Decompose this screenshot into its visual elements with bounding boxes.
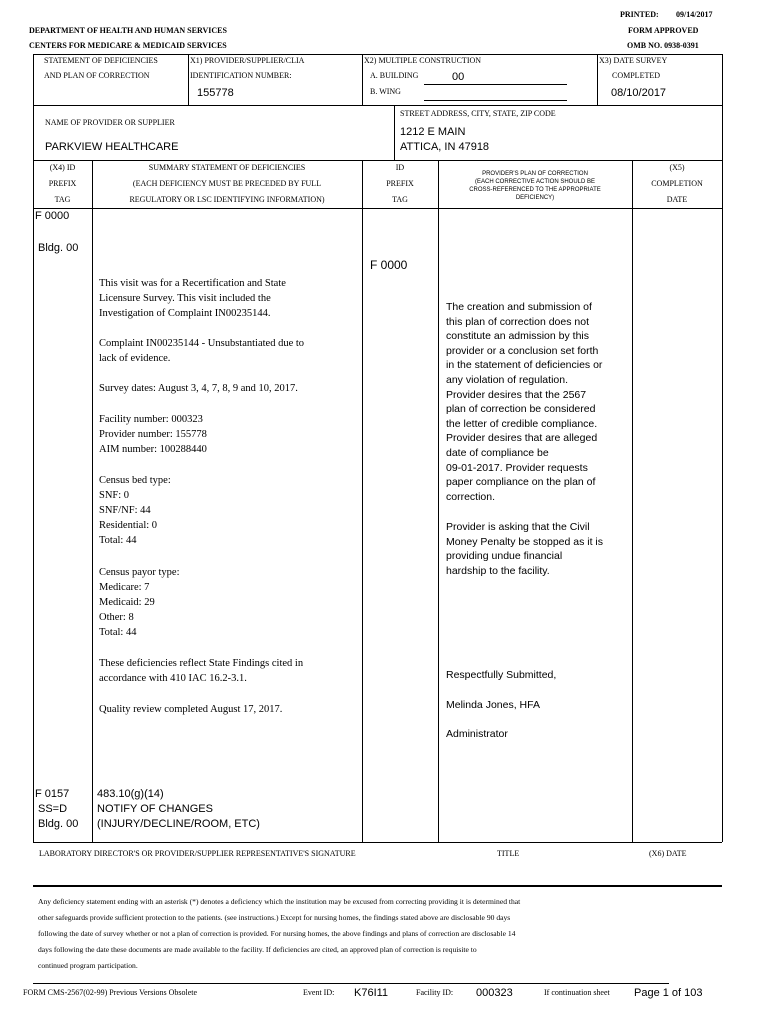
rule xyxy=(33,54,34,842)
building-value: 00 xyxy=(452,71,465,83)
rule xyxy=(33,885,722,887)
summary-paragraph xyxy=(99,565,357,640)
wing-label: B. WING xyxy=(370,87,401,96)
col-id-header: PREFIX xyxy=(386,179,414,188)
x3-label: COMPLETED xyxy=(612,71,660,80)
text-line: 09-01-2017. Provider requests xyxy=(446,461,588,474)
text-line: other safeguards provide sufficient protection to the patients. (see instructions.) Except for nursing homes, the findings stated above are disclosable 90 days xyxy=(38,913,511,922)
scope-severity: SS=D xyxy=(38,803,68,815)
text-line: days following the date these documents are made available to the facility. If deficiencies are cited, an approved plan of correction is requisite to xyxy=(38,945,477,954)
building-tag: Bldg. 00 xyxy=(38,242,79,254)
text-line: constitute an admission by this xyxy=(446,330,589,343)
text-line: this plan of correction does not xyxy=(446,315,590,328)
text-line: Quality review completed August 17, 2017. xyxy=(99,704,283,715)
rule xyxy=(33,983,669,984)
text-line: Total: 44 xyxy=(99,627,137,638)
statement-label: AND PLAN OF CORRECTION xyxy=(44,71,150,80)
text-line: These deficiencies reflect State Findings cited in xyxy=(99,658,304,669)
rule xyxy=(33,160,722,161)
text-line: providing undue financial xyxy=(446,550,563,563)
rule xyxy=(362,160,363,842)
x1-label: X1) PROVIDER/SUPPLIER/CLIA xyxy=(190,56,305,65)
printed-date: 09/14/2017 xyxy=(676,10,713,19)
rule xyxy=(424,84,567,85)
text-line: Total: 44 xyxy=(99,535,137,546)
col-x5-header: (X5) xyxy=(669,163,685,172)
summary-paragraph xyxy=(99,336,357,366)
x1-label: IDENTIFICATION NUMBER: xyxy=(190,71,292,80)
col-x4-header: PREFIX xyxy=(48,179,77,188)
col-id-header: ID xyxy=(395,163,405,172)
col-plan-header: (EACH CORRECTIVE ACTION SHOULD BE xyxy=(474,179,596,185)
text-line: SNF: 0 xyxy=(99,490,130,501)
signature-label: LABORATORY DIRECTOR'S OR PROVIDER/SUPPLIER REPRESENTATIVE'S SIGNATURE xyxy=(39,849,356,858)
text-line: correction. xyxy=(446,490,496,503)
col-x4-header: TAG xyxy=(54,195,71,204)
rule xyxy=(33,105,722,106)
address-label: STREET ADDRESS, CITY, STATE, ZIP CODE xyxy=(400,109,556,118)
text-line: Census bed type: xyxy=(99,475,171,486)
col-x4-header: (X4) ID xyxy=(49,163,76,172)
summary-paragraph xyxy=(99,412,357,457)
col-plan-header: DEFICIENCY) xyxy=(515,195,555,201)
survey-date-value: 08/10/2017 xyxy=(611,87,667,99)
text-line: Facility number: 000323 xyxy=(99,414,203,425)
rule xyxy=(424,100,567,101)
text-line: Provider number: 155778 xyxy=(99,429,207,440)
col-id-header: TAG xyxy=(392,195,408,204)
x3-label: X3) DATE SURVEY xyxy=(599,56,668,65)
rule xyxy=(92,160,93,842)
regulation-subtitle: (INJURY/DECLINE/ROOM, ETC) xyxy=(97,818,260,830)
rule xyxy=(632,160,633,842)
col-x5-header: COMPLETION xyxy=(651,179,703,188)
text-line: the letter of credible compliance. xyxy=(446,417,598,430)
text-line: Provider is asking that the Civil xyxy=(446,521,590,533)
text-line: continued program participation. xyxy=(38,961,138,970)
date-label: (X6) DATE xyxy=(649,849,687,858)
text-line: Money Penalty be stopped as it is xyxy=(446,535,604,548)
plan-paragraph xyxy=(446,300,602,504)
signer-title: Administrator xyxy=(446,728,508,740)
prefix-tag: F 0157 xyxy=(35,788,70,800)
text-line: Census payor type: xyxy=(99,567,180,578)
summary-paragraph xyxy=(99,276,357,321)
title-label: TITLE xyxy=(497,849,520,858)
col-plan-header: PROVIDER'S PLAN OF CORRECTION xyxy=(482,171,588,177)
rule xyxy=(33,54,722,55)
statement-label: STATEMENT OF DEFICIENCIES xyxy=(44,56,158,65)
text-line: Any deficiency statement ending with an asterisk (*) denotes a deficiency which the institution may be excused from correcting providing it is determined that xyxy=(38,897,521,906)
text-line: Licensure Survey. This visit included the xyxy=(99,293,271,304)
text-line: paper compliance on the plan of xyxy=(446,476,596,489)
building-tag: Bldg. 00 xyxy=(38,818,79,830)
text-line: Residential: 0 xyxy=(99,520,158,531)
printed-label: PRINTED: xyxy=(620,10,659,19)
text-line: Survey dates: August 3, 4, 7, 8, 9 and 10, 2017. xyxy=(99,383,298,394)
col-summary-header: REGULATORY OR LSC IDENTIFYING INFORMATION) xyxy=(129,195,325,204)
text-line: in the statement of deficiencies or xyxy=(446,359,603,372)
text-line: The creation and submission of xyxy=(446,301,592,313)
x2-label: X2) MULTIPLE CONSTRUCTION xyxy=(364,56,482,65)
provider-id-value: 155778 xyxy=(197,87,234,99)
address-line-2: ATTICA, IN 47918 xyxy=(400,141,490,153)
provider-name-label: NAME OF PROVIDER OR SUPPLIER xyxy=(45,118,175,127)
form-approved: FORM APPROVED xyxy=(628,26,699,35)
text-line: Provider desires that the 2567 xyxy=(446,388,587,401)
text-line: Provider desires that are alleged xyxy=(446,432,598,445)
text-line: following the date of survey whether or not a plan of correction is provided. For nursing homes, the above findings and plans of correction are disclosable 14 xyxy=(38,929,516,938)
text-line: SNF/NF: 44 xyxy=(99,505,151,516)
text-line: This visit was for a Recertification and State xyxy=(99,278,286,289)
address-line-1: 1212 E MAIN xyxy=(400,126,466,138)
rule xyxy=(33,208,722,209)
col-summary-header: SUMMARY STATEMENT OF DEFICIENCIES xyxy=(148,163,306,172)
building-label: A. BUILDING xyxy=(370,71,419,80)
text-line: plan of correction be considered xyxy=(446,403,596,416)
rule xyxy=(362,54,363,105)
text-line: Complaint IN00235144 - Unsubstantiated due to xyxy=(99,338,305,349)
text-line: accordance with 410 IAC 16.2-3.1. xyxy=(99,673,247,684)
rule xyxy=(438,160,439,842)
summary-paragraph xyxy=(99,702,357,717)
summary-paragraph xyxy=(99,381,357,396)
regulation-citation: 483.10(g)(14) xyxy=(97,788,164,800)
event-id-value: K76I11 xyxy=(354,987,389,999)
rule xyxy=(394,105,395,160)
text-line: lack of evidence. xyxy=(99,353,171,364)
rule xyxy=(722,54,723,842)
provider-name-value: PARKVIEW HEALTHCARE xyxy=(45,141,179,153)
facility-id-label: Facility ID: xyxy=(416,988,454,997)
text-line: provider or a conclusion set forth xyxy=(446,344,599,357)
department-name: DEPARTMENT OF HEALTH AND HUMAN SERVICES xyxy=(29,26,227,35)
form-number: FORM CMS-2567(02-99) Previous Versions Obsolete xyxy=(23,988,198,997)
page-number: Page 1 of 103 xyxy=(634,987,703,999)
omb-number: OMB NO. 0938-0391 xyxy=(627,41,699,50)
regulation-title: NOTIFY OF CHANGES xyxy=(97,803,213,815)
centers-name: CENTERS FOR MEDICARE & MEDICAID SERVICES xyxy=(29,41,227,50)
facility-id-value: 000323 xyxy=(476,987,513,999)
text-line: Medicaid: 29 xyxy=(99,597,155,608)
rule xyxy=(597,54,598,105)
disclaimer xyxy=(38,894,520,974)
summary-paragraph xyxy=(99,473,357,548)
text-line: Other: 8 xyxy=(99,612,134,623)
closing-text: Respectfully Submitted, xyxy=(446,669,557,681)
col-plan-header: CROSS-REFERENCED TO THE APPROPRIATE xyxy=(469,187,601,193)
rule xyxy=(188,54,189,105)
text-line: hardship to the facility. xyxy=(446,564,550,577)
text-line: date of compliance be xyxy=(446,446,549,459)
col-x5-header: DATE xyxy=(666,195,688,204)
rule xyxy=(33,842,722,843)
signer-name: Melinda Jones, HFA xyxy=(446,699,540,711)
prefix-tag: F 0000 xyxy=(35,210,70,222)
text-line: AIM number: 100288440 xyxy=(99,444,207,455)
text-line: Medicare: 7 xyxy=(99,582,150,593)
col-summary-header: (EACH DEFICIENCY MUST BE PRECEDED BY FULL xyxy=(132,179,322,188)
event-id-label: Event ID: xyxy=(303,988,335,997)
summary-paragraph xyxy=(99,656,357,686)
plan-prefix-tag: F 0000 xyxy=(370,258,408,272)
plan-paragraph xyxy=(446,520,603,578)
continuation-label: If continuation sheet xyxy=(544,988,610,997)
text-line: Investigation of Complaint IN00235144. xyxy=(99,308,271,319)
text-line: any violation of regulation. xyxy=(446,373,568,386)
